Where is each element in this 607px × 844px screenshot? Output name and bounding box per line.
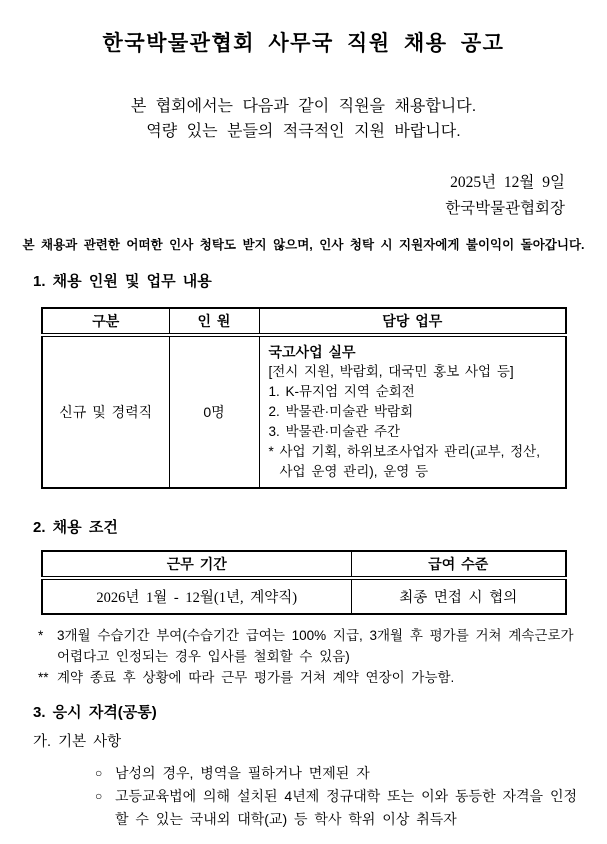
footnote-extension [38, 667, 607, 688]
recruitment-table-row [42, 335, 566, 488]
col-header-headcount: 인 원 [169, 308, 259, 335]
qualification-line: 남성의 경우, 병역을 필하거나 면제된 자 [115, 765, 370, 781]
section1-heading: 1. 채용 인원 및 업무 내용 [33, 273, 212, 290]
date-signer-block [0, 170, 607, 222]
section3-heading: 3. 응시 자격(공통) [33, 704, 157, 721]
cell-salary: 최종 면접 시 협의 [351, 578, 566, 614]
conditions-table-header-row [42, 551, 566, 578]
col-header-salary: 급여 수준 [351, 551, 566, 578]
qualification-line: 고등교육법에 의해 설치된 4년제 정규대학 또는 이와 동등한 자격을 인정 [115, 788, 577, 804]
qualification-item-military [95, 762, 607, 785]
cell-headcount: 0명 [169, 335, 259, 488]
intro-paragraph [0, 94, 607, 144]
circle-bullet-icon: ○ [95, 789, 103, 803]
footnote-line: 어렵다고 인정되는 경우 입사를 철회할 수 있음) [57, 649, 350, 664]
qualification-item-degree [95, 785, 607, 831]
conditions-table [41, 550, 567, 615]
intro-line: 역량 있는 분들의 적극적인 지원 바랍니다. [146, 123, 461, 140]
cell-work-period: 2026년 1월 - 12월(1년, 계약직) [42, 578, 351, 614]
footnote-line: 3개월 수습기간 부여(수습기간 급여는 100% 지급, 3개월 후 평가를 거쳐 계속근로가 [57, 628, 574, 643]
circle-bullet-icon: ○ [95, 766, 103, 780]
col-header-work-period: 근무 기간 [42, 551, 351, 578]
section3-subheading: 가. 기본 사항 [33, 734, 122, 750]
duty-line: 사업 운영 관리), 운영 등 [279, 464, 429, 479]
duty-line: [전시 지원, 박람회, 대국민 홍보 사업 등] [268, 364, 514, 379]
footnote-line: 계약 종료 후 상황에 따라 근무 평가를 거쳐 계약 연장이 가능함. [57, 670, 455, 685]
anti-corruption-notice: 본 채용과 관련한 어떠한 인사 청탁도 받지 않으며, 인사 청탁 시 지원자에게 불이익이 돌아갑니다. [22, 238, 585, 252]
footnotes [38, 625, 607, 688]
col-header-category: 구분 [42, 308, 169, 335]
recruitment-table-header-row [42, 308, 566, 335]
qualification-list [95, 762, 607, 831]
duty-line: 1. K-뮤지엄 지역 순회전 [268, 384, 415, 399]
duty-line: 2. 박물관·미술관 박람회 [268, 404, 414, 419]
cell-category: 신규 및 경력직 [42, 335, 169, 488]
asterisk-marker: * [38, 628, 44, 643]
duty-line: * 사업 기획, 하위보조사업자 관리(교부, 정산, [268, 444, 540, 459]
document-title: 한국박물관협회 사무국 직원 채용 공고 [102, 32, 505, 55]
cell-duty [259, 335, 566, 488]
document-page [0, 30, 607, 844]
conditions-table-row [42, 578, 566, 614]
document-date: 2025년 12월 9일 [450, 174, 565, 191]
recruitment-table [41, 307, 567, 489]
double-asterisk-marker: ** [38, 670, 49, 685]
intro-line: 본 협회에서는 다음과 같이 직원을 채용합니다. [130, 98, 477, 115]
section2-heading: 2. 채용 조건 [33, 519, 118, 536]
duty-title: 국고사업 실무 [268, 344, 356, 360]
duty-line: 3. 박물관·미술관 주간 [268, 424, 401, 439]
document-signer: 한국박물관협회장 [445, 200, 565, 217]
footnote-probation [38, 625, 607, 667]
col-header-duty: 담당 업무 [259, 308, 566, 335]
qualification-line: 할 수 있는 국내외 대학(교) 등 학사 학위 이상 취득자 [115, 811, 457, 827]
